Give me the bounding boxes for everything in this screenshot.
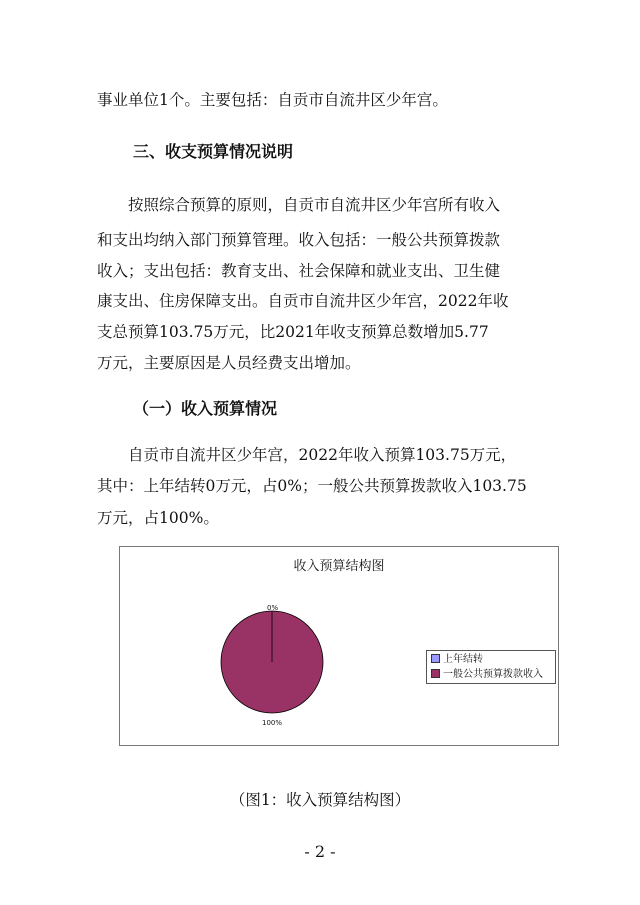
legend-item-0 [431,653,483,667]
section-heading: 三、收支预算情况说明 [133,142,294,161]
legend-label-1: 一般公共预算拨款收入 [443,669,543,680]
page-number: - 2 - [304,842,336,861]
para1-line-4: 康支出、住房保障支出。自贡市自流井区少年宫，2022年收 [97,292,509,310]
para1-line-2: 和支出均纳入部门预算管理。收入包括：一般公共预算拨款 [97,231,501,249]
legend-item-1 [431,668,543,682]
para2-line-1: 自贡市自流井区少年宫，2022年收入预算103.75万元， [97,446,517,464]
chart-legend [426,650,556,684]
para2-line-2: 其中：上年结转0万元，占0%；一般公共预算拨款收入103.75 [97,477,527,495]
pie-chart-svg [120,547,558,745]
legend-swatch-0 [431,654,440,663]
para2-line-3: 万元，占100%。 [97,509,219,527]
legend-label-0: 上年结转 [443,654,483,665]
para1-line-5: 支总预算103.75万元，比2021年收支预算总数增加5.77 [97,323,489,341]
chart-title: 收入预算结构图 [293,559,385,574]
figure-caption: （图1：收入预算结构图） [229,791,411,809]
pie-label-0: 0% [267,604,279,612]
para1-line-1: 按照综合预算的原则，自贡市自流井区少年宫所有收入 [97,196,501,214]
intro-line: 事业单位1个。主要包括：自贡市自流井区少年宫。 [97,91,448,109]
para1-line-3: 收入；支出包括：教育支出、社会保障和就业支出、卫生健 [97,262,501,280]
subheading-income: （一）收入预算情况 [133,399,278,418]
para1-line-6: 万元，主要原因是人员经费支出增加。 [97,354,361,372]
legend-swatch-1 [431,669,440,678]
pie-chart [119,546,559,746]
pie-label-1: 100% [262,719,283,727]
